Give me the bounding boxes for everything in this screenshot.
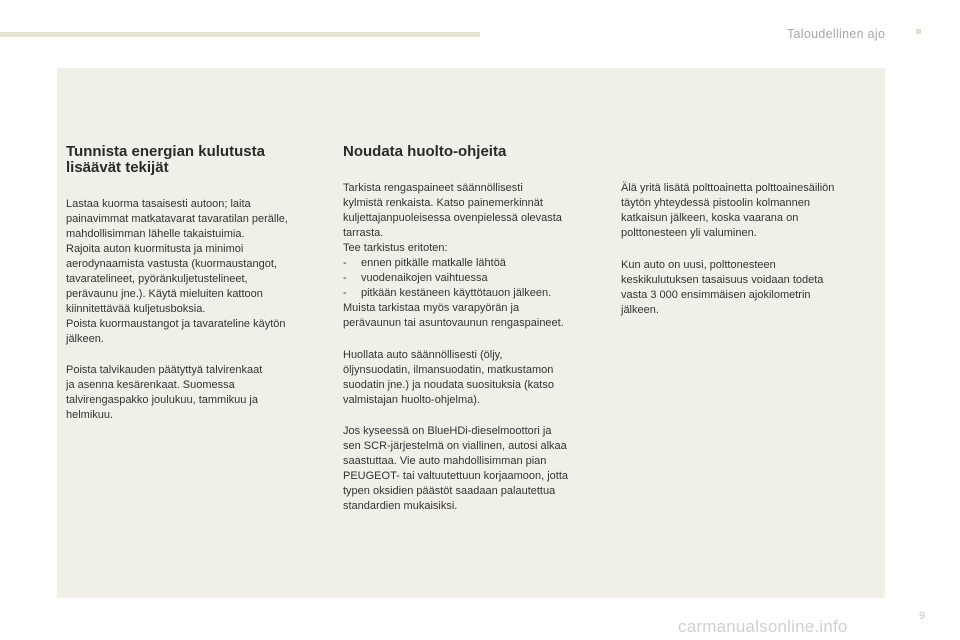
paragraph-tyre-pressure: Tarkista rengaspaineet säännöllisesti kylmistä renkaista. Katso painemerkinnät kuljettajanpuoleisessa ovenpielessä olevasta tarrasta. Tee tarkistus eritoten: (343, 182, 562, 254)
paragraph-load: Lastaa kuorma tasaisesti autoon; laita painavimmat matkatavarat tavaratilan perälle, mahdollisimman lähelle takaistuimia. Rajoita auton kuormitusta ja minimoi aerodynaamista vastusta (kuormaustangot, tavaratelineet, pyöränkuljetustelineet, perävaunu jne.). Käytä mieluiten kattoon kiinnitettävää kuljetusboksia. Poista kuormaustangot ja tavarateline käytön jälkeen. (66, 198, 288, 345)
list-item: - pitkään kestäneen käyttötauon jälkeen. (343, 287, 552, 299)
heading-energy-factors: Tunnista energian kulutusta lisäävät tekijät (66, 143, 265, 176)
paragraph-spare-tyre: Muista tarkistaa myös varapyörän ja perävaunun tai asuntovaunun rengaspaineet. (343, 302, 564, 329)
column-maintenance (343, 144, 598, 514)
column-fuel (621, 181, 871, 318)
list-item: - ennen pitkälle matkalle lähtöä (343, 257, 506, 269)
list-item: - vuodenaikojen vaihtuessa (343, 272, 488, 284)
watermark: carmanualsonline.info (678, 617, 848, 636)
page-number: 9 (919, 610, 926, 622)
heading-maintenance: Noudata huolto-ohjeita (343, 143, 507, 160)
section-title: Taloudellinen ajo (787, 27, 886, 41)
column-energy-factors (66, 144, 324, 423)
paragraph-winter-tyres: Poista talvikauden päätyttyä talvirenkaat ja asenna kesärenkaat. Suomessa talvirengaspakko joulukuu, tammikuu ja helmikuu. (66, 364, 263, 421)
header-marker (916, 29, 921, 34)
check-list (343, 256, 598, 301)
header-rule (0, 32, 480, 37)
paragraph-refuel: Älä yritä lisätä polttoainetta polttoainesäiliön täytön yhteydessä pistoolin kolmannen katkaisun jälkeen, koska vaarana on polttonesteen yli valuminen. (621, 182, 835, 239)
paragraph-bluehdi: Jos kyseessä on BlueHDi-dieselmoottori ja sen SCR-järjestelmä on viallinen, autosi alkaa saastuttaa. Vie auto mahdollisimman pian PEUGEOT- tai valtuutettuun korjaamoon, jotta typen oksidien päästöt saadaan palautettua standardien mukaisiksi. (343, 425, 569, 512)
paragraph-new-car: Kun auto on uusi, polttonesteen keskikulutuksen tasaisuus voidaan todeta vasta 3 000 ensimmäisen ajokilometrin jälkeen. (621, 259, 824, 316)
paragraph-service: Huollata auto säännöllisesti (öljy, öljynsuodatin, ilmansuodatin, matkustamon suodatin jne.) ja noudata suosituksia (katso valmistajan huolto-ohjelma). (343, 349, 554, 406)
